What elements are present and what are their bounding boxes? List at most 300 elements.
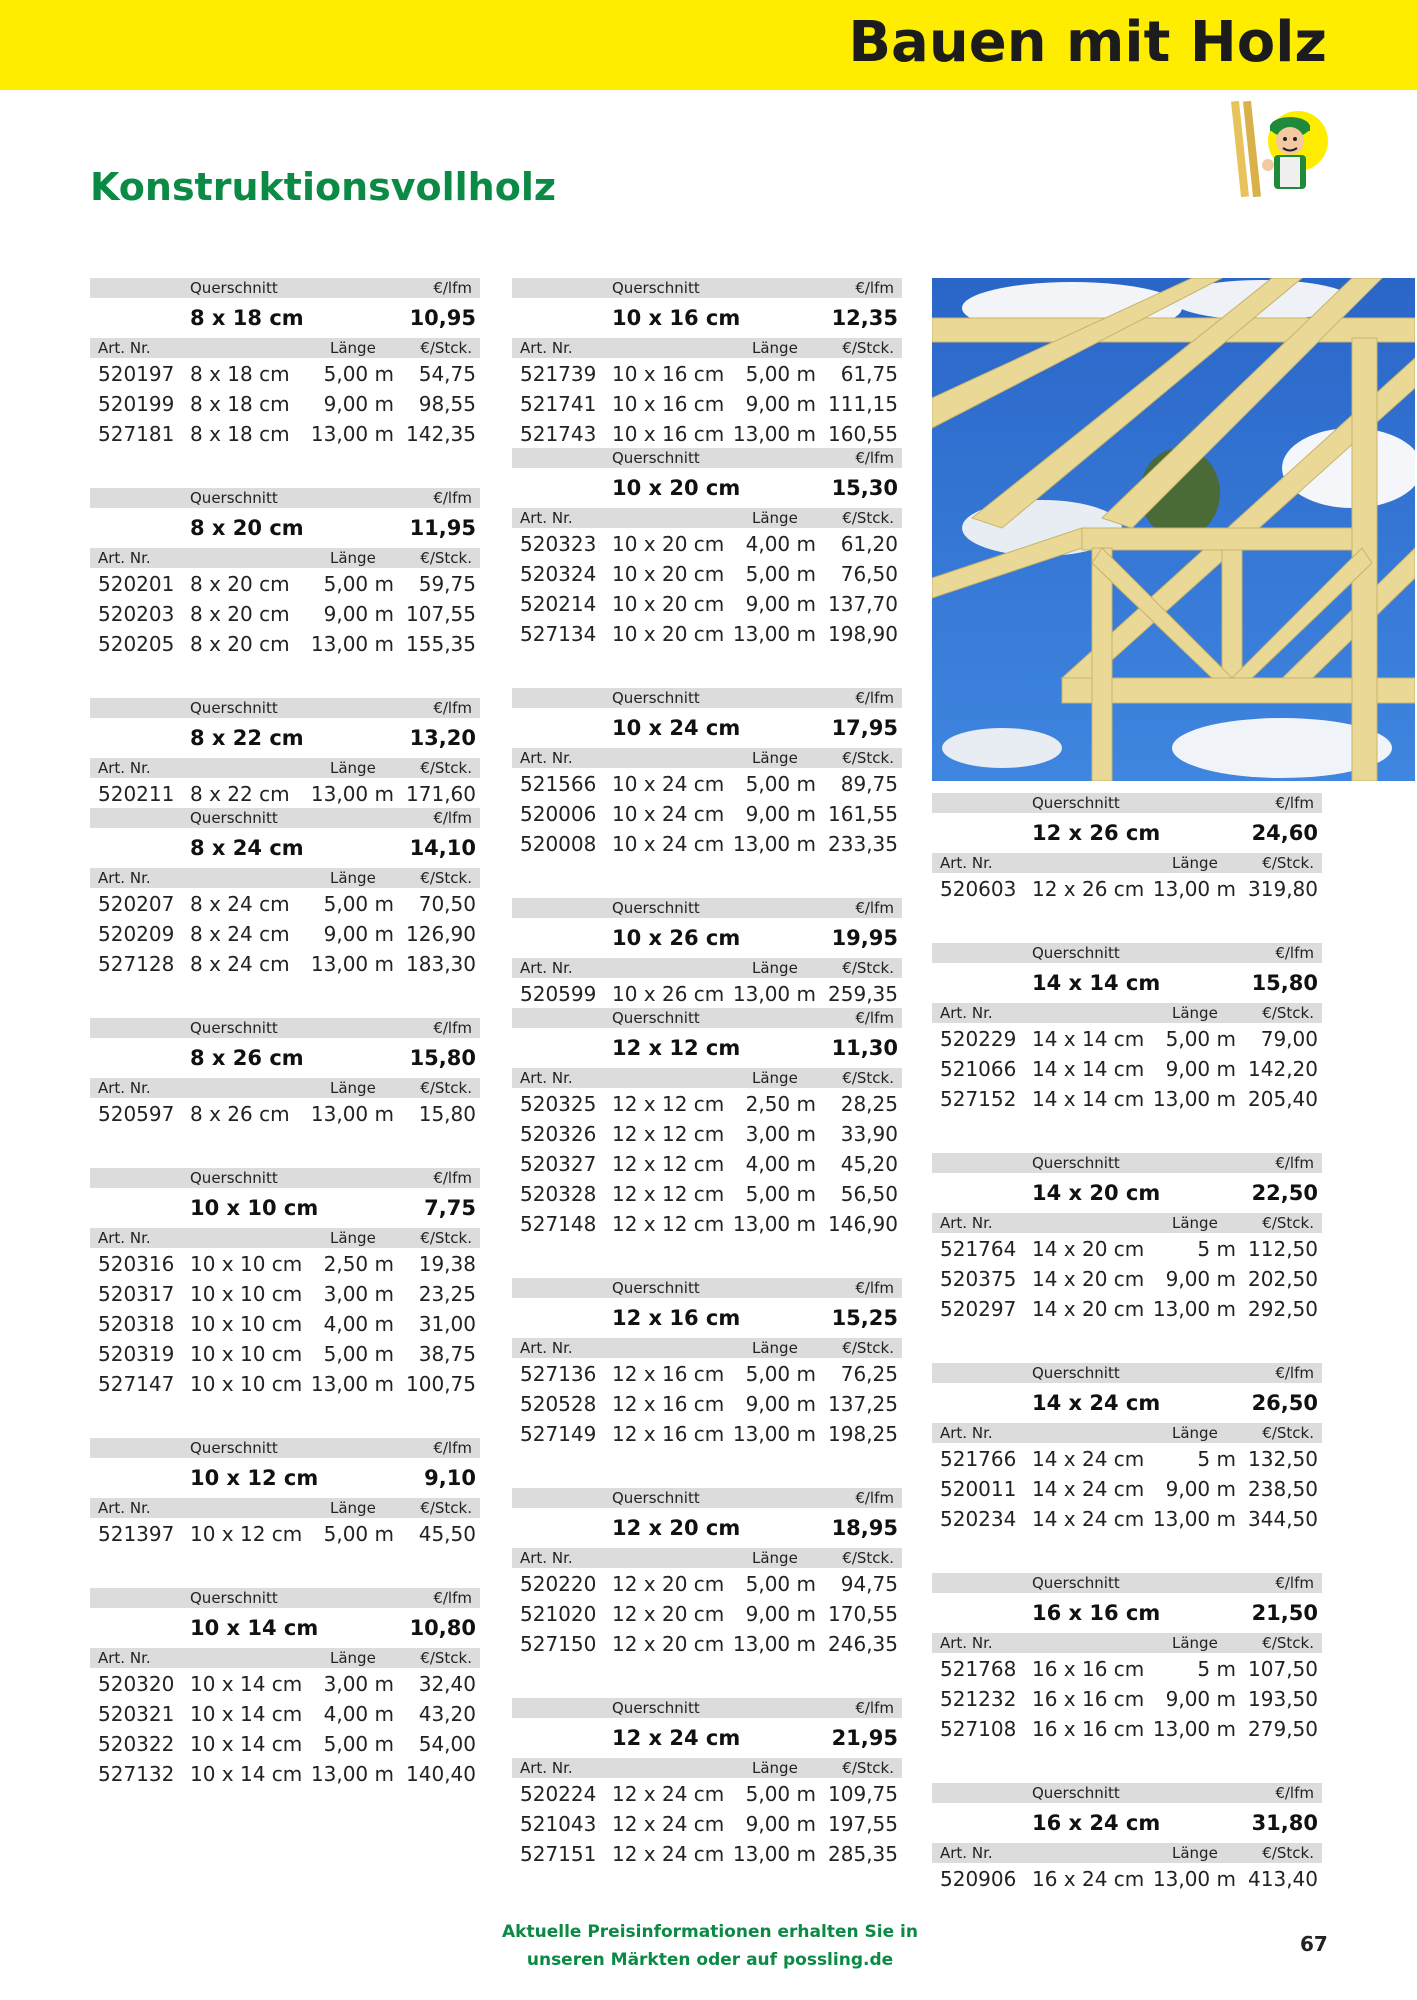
length: 9,00 m bbox=[745, 1392, 816, 1416]
size-row bbox=[90, 828, 480, 868]
length: 9,00 m bbox=[745, 592, 816, 616]
art-nr-label: Art. Nr. bbox=[98, 1649, 151, 1667]
dimension: 8 x 20 cm bbox=[190, 602, 290, 626]
dimension: 14 x 20 cm bbox=[1032, 1237, 1145, 1261]
querschnitt-label: Querschnitt bbox=[1032, 1154, 1120, 1172]
price-per-lfm: 19,95 bbox=[831, 926, 898, 950]
querschnitt-label: Querschnitt bbox=[612, 689, 700, 707]
length: 9,00 m bbox=[1165, 1057, 1236, 1081]
dimension: 14 x 24 cm bbox=[1032, 1447, 1145, 1471]
per-piece-label: €/Stck. bbox=[842, 1549, 894, 1567]
article-number: 520318 bbox=[98, 1312, 175, 1336]
art-nr-label: Art. Nr. bbox=[940, 1844, 993, 1862]
table-row bbox=[90, 1278, 480, 1308]
price-per-lfm: 10,80 bbox=[409, 1616, 476, 1640]
table-row bbox=[932, 1023, 1322, 1053]
per-piece-label: €/Stck. bbox=[842, 1069, 894, 1087]
table-row bbox=[512, 388, 902, 418]
size-row bbox=[90, 298, 480, 338]
article-number: 527108 bbox=[940, 1717, 1017, 1741]
piece-price: 140,40 bbox=[406, 1762, 476, 1786]
article-number: 527149 bbox=[520, 1422, 597, 1446]
art-nr-label: Art. Nr. bbox=[940, 1424, 993, 1442]
per-lfm-label: €/lfm bbox=[433, 489, 472, 507]
per-lfm-label: €/lfm bbox=[433, 1019, 472, 1037]
table-row bbox=[90, 418, 480, 448]
length: 5 m bbox=[1197, 1657, 1236, 1681]
dimension: 10 x 10 cm bbox=[190, 1372, 303, 1396]
art-nr-label: Art. Nr. bbox=[520, 1069, 573, 1087]
dimension: 8 x 26 cm bbox=[190, 1102, 290, 1126]
piece-price: 76,25 bbox=[840, 1362, 898, 1386]
querschnitt-label: Querschnitt bbox=[190, 1439, 278, 1457]
article-number: 521232 bbox=[940, 1687, 1017, 1711]
size-row bbox=[90, 1038, 480, 1078]
dimension: 12 x 16 cm bbox=[612, 1362, 725, 1386]
article-number: 520229 bbox=[940, 1027, 1017, 1051]
per-piece-label: €/Stck. bbox=[842, 1759, 894, 1777]
table-row bbox=[932, 1053, 1322, 1083]
length: 5,00 m bbox=[745, 1572, 816, 1596]
price-per-lfm: 18,95 bbox=[831, 1516, 898, 1540]
art-nr-label: Art. Nr. bbox=[520, 749, 573, 767]
dimension: 12 x 12 cm bbox=[612, 1152, 725, 1176]
article-number: 521043 bbox=[520, 1812, 597, 1836]
article-number: 520317 bbox=[98, 1282, 175, 1306]
piece-price: 238,50 bbox=[1248, 1477, 1318, 1501]
price-per-lfm: 15,80 bbox=[1251, 971, 1318, 995]
art-nr-label: Art. Nr. bbox=[520, 1339, 573, 1357]
cross-section-size: 14 x 24 cm bbox=[1032, 1391, 1161, 1415]
piece-price: 111,15 bbox=[828, 392, 898, 416]
length: 4,00 m bbox=[745, 532, 816, 556]
length: 13,00 m bbox=[310, 782, 394, 806]
per-piece-label: €/Stck. bbox=[420, 1229, 472, 1247]
dimension: 10 x 20 cm bbox=[612, 562, 725, 586]
length: 5,00 m bbox=[745, 1782, 816, 1806]
dimension: 16 x 16 cm bbox=[1032, 1717, 1145, 1741]
column-header-row bbox=[90, 548, 480, 568]
piece-price: 79,00 bbox=[1260, 1027, 1318, 1051]
length: 9,00 m bbox=[745, 1602, 816, 1626]
piece-price: 183,30 bbox=[406, 952, 476, 976]
piece-price: 28,25 bbox=[840, 1092, 898, 1116]
table-row bbox=[512, 798, 902, 828]
size-group bbox=[90, 278, 480, 448]
piece-price: 38,75 bbox=[418, 1342, 476, 1366]
table-row bbox=[512, 1118, 902, 1148]
table-row bbox=[512, 1568, 902, 1598]
dimension: 10 x 26 cm bbox=[612, 982, 725, 1006]
size-group bbox=[90, 698, 480, 808]
article-number: 520203 bbox=[98, 602, 175, 626]
cross-section-size: 12 x 26 cm bbox=[1032, 821, 1161, 845]
header-title: Bauen mit Holz bbox=[848, 10, 1327, 75]
group-spacer bbox=[932, 1113, 1322, 1153]
size-row bbox=[932, 1593, 1322, 1633]
article-number: 520011 bbox=[940, 1477, 1017, 1501]
table-row bbox=[512, 358, 902, 388]
article-number: 520214 bbox=[520, 592, 597, 616]
length: 2,50 m bbox=[745, 1092, 816, 1116]
size-row bbox=[90, 1458, 480, 1498]
table-row bbox=[512, 1598, 902, 1628]
cross-section-size: 10 x 26 cm bbox=[612, 926, 741, 950]
size-row bbox=[512, 468, 902, 508]
cross-section-size: 10 x 10 cm bbox=[190, 1196, 319, 1220]
table-row bbox=[90, 918, 480, 948]
table-row bbox=[90, 948, 480, 978]
article-number: 520328 bbox=[520, 1182, 597, 1206]
size-row bbox=[932, 1803, 1322, 1843]
size-row bbox=[512, 1718, 902, 1758]
article-number: 520603 bbox=[940, 877, 1017, 901]
piece-price: 170,55 bbox=[828, 1602, 898, 1626]
piece-price: 15,80 bbox=[418, 1102, 476, 1126]
article-number: 520006 bbox=[520, 802, 597, 826]
article-number: 520207 bbox=[98, 892, 175, 916]
article-number: 520201 bbox=[98, 572, 175, 596]
price-column-1 bbox=[90, 278, 480, 1788]
per-lfm-label: €/lfm bbox=[433, 809, 472, 827]
cross-section-size: 8 x 26 cm bbox=[190, 1046, 304, 1070]
table-row bbox=[512, 1178, 902, 1208]
cross-section-size: 16 x 24 cm bbox=[1032, 1811, 1161, 1835]
size-group bbox=[512, 1278, 902, 1448]
length: 3,00 m bbox=[323, 1672, 394, 1696]
size-row bbox=[932, 1173, 1322, 1213]
article-number: 520234 bbox=[940, 1507, 1017, 1531]
per-piece-label: €/Stck. bbox=[1262, 1634, 1314, 1652]
per-lfm-label: €/lfm bbox=[433, 1169, 472, 1187]
per-piece-label: €/Stck. bbox=[420, 759, 472, 777]
piece-price: 126,90 bbox=[406, 922, 476, 946]
group-header-row bbox=[512, 278, 902, 298]
table-row bbox=[90, 388, 480, 418]
querschnitt-label: Querschnitt bbox=[1032, 794, 1120, 812]
piece-price: 161,55 bbox=[828, 802, 898, 826]
length-label: Länge bbox=[752, 959, 798, 977]
length: 5,00 m bbox=[323, 362, 394, 386]
length: 9,00 m bbox=[1165, 1267, 1236, 1291]
article-number: 520209 bbox=[98, 922, 175, 946]
table-row bbox=[90, 888, 480, 918]
table-row bbox=[512, 768, 902, 798]
price-per-lfm: 24,60 bbox=[1251, 821, 1318, 845]
art-nr-label: Art. Nr. bbox=[940, 1004, 993, 1022]
group-spacer bbox=[90, 978, 480, 1018]
per-lfm-label: €/lfm bbox=[433, 1439, 472, 1457]
dimension: 12 x 12 cm bbox=[612, 1212, 725, 1236]
column-header-row bbox=[90, 758, 480, 778]
price-per-lfm: 15,25 bbox=[831, 1306, 898, 1330]
querschnitt-label: Querschnitt bbox=[190, 1019, 278, 1037]
size-row bbox=[90, 718, 480, 758]
per-lfm-label: €/lfm bbox=[855, 1279, 894, 1297]
table-row bbox=[90, 1728, 480, 1758]
length-label: Länge bbox=[752, 1339, 798, 1357]
length: 5,00 m bbox=[323, 1342, 394, 1366]
dimension: 12 x 12 cm bbox=[612, 1092, 725, 1116]
dimension: 10 x 20 cm bbox=[612, 592, 725, 616]
group-spacer bbox=[90, 1128, 480, 1168]
piece-price: 45,20 bbox=[840, 1152, 898, 1176]
size-group bbox=[512, 898, 902, 1008]
length: 13,00 m bbox=[732, 1422, 816, 1446]
size-group bbox=[932, 1363, 1322, 1533]
cross-section-size: 12 x 24 cm bbox=[612, 1726, 741, 1750]
length-label: Länge bbox=[330, 869, 376, 887]
article-number: 520326 bbox=[520, 1122, 597, 1146]
footer-note-line2: unseren Märkten oder auf possling.de bbox=[526, 1950, 894, 1970]
piece-price: 132,50 bbox=[1248, 1447, 1318, 1471]
length: 9,00 m bbox=[745, 392, 816, 416]
length: 9,00 m bbox=[323, 922, 394, 946]
dimension: 10 x 16 cm bbox=[612, 362, 725, 386]
table-row bbox=[512, 618, 902, 648]
size-group bbox=[90, 808, 480, 978]
length: 5,00 m bbox=[1165, 1027, 1236, 1051]
length: 13,00 m bbox=[1152, 1297, 1236, 1321]
piece-price: 202,50 bbox=[1248, 1267, 1318, 1291]
cross-section-size: 12 x 20 cm bbox=[612, 1516, 741, 1540]
article-number: 520597 bbox=[98, 1102, 175, 1126]
size-row bbox=[932, 963, 1322, 1003]
group-header-row bbox=[90, 278, 480, 298]
article-number: 520320 bbox=[98, 1672, 175, 1696]
length: 13,00 m bbox=[1152, 1717, 1236, 1741]
article-number: 527151 bbox=[520, 1842, 597, 1866]
group-header-row bbox=[512, 1488, 902, 1508]
length-label: Länge bbox=[330, 759, 376, 777]
group-header-row bbox=[90, 1168, 480, 1188]
footer-note-line1: Aktuelle Preisinformationen erhalten Sie in bbox=[502, 1922, 918, 1942]
per-piece-label: €/Stck. bbox=[1262, 854, 1314, 872]
length-label: Länge bbox=[1172, 854, 1218, 872]
dimension: 10 x 10 cm bbox=[190, 1312, 303, 1336]
article-number: 520322 bbox=[98, 1732, 175, 1756]
querschnitt-label: Querschnitt bbox=[612, 1279, 700, 1297]
table-row bbox=[932, 1233, 1322, 1263]
group-spacer bbox=[932, 903, 1322, 943]
size-row bbox=[90, 1188, 480, 1228]
size-group bbox=[932, 1783, 1322, 1893]
length: 13,00 m bbox=[732, 982, 816, 1006]
table-row bbox=[932, 1293, 1322, 1323]
length-label: Länge bbox=[330, 549, 376, 567]
group-header-row bbox=[512, 1278, 902, 1298]
table-row bbox=[90, 1368, 480, 1398]
length: 9,00 m bbox=[1165, 1477, 1236, 1501]
size-row bbox=[512, 1508, 902, 1548]
piece-price: 32,40 bbox=[418, 1672, 476, 1696]
table-row bbox=[932, 1653, 1322, 1683]
group-header-row bbox=[90, 1438, 480, 1458]
table-row bbox=[512, 1358, 902, 1388]
length: 13,00 m bbox=[1152, 1087, 1236, 1111]
table-row bbox=[512, 828, 902, 858]
dimension: 14 x 14 cm bbox=[1032, 1027, 1145, 1051]
art-nr-label: Art. Nr. bbox=[520, 1759, 573, 1777]
group-spacer bbox=[90, 658, 480, 698]
table-row bbox=[512, 1208, 902, 1238]
table-row bbox=[90, 628, 480, 658]
length: 13,00 m bbox=[732, 422, 816, 446]
column-header-row bbox=[932, 1633, 1322, 1653]
article-number: 527181 bbox=[98, 422, 175, 446]
size-group bbox=[90, 1588, 480, 1788]
article-number: 520906 bbox=[940, 1867, 1017, 1891]
column-header-row bbox=[90, 1648, 480, 1668]
length: 13,00 m bbox=[310, 1372, 394, 1396]
size-group bbox=[512, 1488, 902, 1658]
piece-price: 59,75 bbox=[418, 572, 476, 596]
dimension: 10 x 14 cm bbox=[190, 1762, 303, 1786]
cross-section-size: 12 x 12 cm bbox=[612, 1036, 741, 1060]
per-lfm-label: €/lfm bbox=[855, 689, 894, 707]
table-row bbox=[512, 1418, 902, 1448]
article-number: 520528 bbox=[520, 1392, 597, 1416]
table-row bbox=[512, 528, 902, 558]
piece-price: 70,50 bbox=[418, 892, 476, 916]
querschnitt-label: Querschnitt bbox=[1032, 1784, 1120, 1802]
column-header-row bbox=[90, 1078, 480, 1098]
table-row bbox=[932, 1863, 1322, 1893]
table-row bbox=[932, 1683, 1322, 1713]
page-number: 67 bbox=[1300, 1932, 1328, 1956]
column-header-row bbox=[932, 1423, 1322, 1443]
length: 13,00 m bbox=[732, 1212, 816, 1236]
querschnitt-label: Querschnitt bbox=[1032, 1364, 1120, 1382]
price-per-lfm: 13,20 bbox=[409, 726, 476, 750]
piece-price: 61,20 bbox=[840, 532, 898, 556]
group-spacer bbox=[90, 1548, 480, 1588]
length: 5,00 m bbox=[323, 1522, 394, 1546]
size-row bbox=[90, 508, 480, 548]
piece-price: 137,70 bbox=[828, 592, 898, 616]
dimension: 10 x 24 cm bbox=[612, 832, 725, 856]
length-label: Länge bbox=[1172, 1004, 1218, 1022]
piece-price: 109,75 bbox=[828, 1782, 898, 1806]
size-group bbox=[512, 278, 902, 448]
dimension: 14 x 14 cm bbox=[1032, 1057, 1145, 1081]
cross-section-size: 8 x 24 cm bbox=[190, 836, 304, 860]
length-label: Länge bbox=[752, 1549, 798, 1567]
table-row bbox=[512, 1808, 902, 1838]
article-number: 520325 bbox=[520, 1092, 597, 1116]
length: 4,00 m bbox=[323, 1702, 394, 1726]
article-number: 527152 bbox=[940, 1087, 1017, 1111]
per-piece-label: €/Stck. bbox=[420, 1499, 472, 1517]
piece-price: 193,50 bbox=[1248, 1687, 1318, 1711]
table-row bbox=[932, 1503, 1322, 1533]
piece-price: 160,55 bbox=[828, 422, 898, 446]
dimension: 10 x 24 cm bbox=[612, 802, 725, 826]
cross-section-size: 10 x 12 cm bbox=[190, 1466, 319, 1490]
art-nr-label: Art. Nr. bbox=[98, 339, 151, 357]
dimension: 12 x 12 cm bbox=[612, 1122, 725, 1146]
group-header-row bbox=[932, 1153, 1322, 1173]
table-row bbox=[932, 873, 1322, 903]
per-piece-label: €/Stck. bbox=[1262, 1424, 1314, 1442]
piece-price: 56,50 bbox=[840, 1182, 898, 1206]
dimension: 10 x 10 cm bbox=[190, 1342, 303, 1366]
group-header-row bbox=[90, 698, 480, 718]
per-lfm-label: €/lfm bbox=[1275, 944, 1314, 962]
table-row bbox=[90, 1098, 480, 1128]
length-label: Länge bbox=[752, 509, 798, 527]
dimension: 8 x 18 cm bbox=[190, 362, 290, 386]
querschnitt-label: Querschnitt bbox=[190, 809, 278, 827]
article-number: 520323 bbox=[520, 532, 597, 556]
cross-section-size: 14 x 20 cm bbox=[1032, 1181, 1161, 1205]
group-spacer bbox=[932, 1323, 1322, 1363]
querschnitt-label: Querschnitt bbox=[190, 1589, 278, 1607]
length: 13,00 m bbox=[310, 1102, 394, 1126]
column-header-row bbox=[512, 508, 902, 528]
roof-truss-photo bbox=[932, 278, 1415, 781]
per-lfm-label: €/lfm bbox=[855, 1699, 894, 1717]
size-group bbox=[512, 448, 902, 648]
article-number: 527128 bbox=[98, 952, 175, 976]
article-number: 527147 bbox=[98, 1372, 175, 1396]
length: 9,00 m bbox=[1165, 1687, 1236, 1711]
table-row bbox=[90, 1308, 480, 1338]
length-label: Länge bbox=[1172, 1634, 1218, 1652]
price-per-lfm: 21,50 bbox=[1251, 1601, 1318, 1625]
cross-section-size: 8 x 18 cm bbox=[190, 306, 304, 330]
dimension: 8 x 18 cm bbox=[190, 392, 290, 416]
per-lfm-label: €/lfm bbox=[855, 279, 894, 297]
article-number: 521566 bbox=[520, 772, 597, 796]
piece-price: 33,90 bbox=[840, 1122, 898, 1146]
dimension: 8 x 22 cm bbox=[190, 782, 290, 806]
article-number: 520297 bbox=[940, 1297, 1017, 1321]
article-number: 520375 bbox=[940, 1267, 1017, 1291]
art-nr-label: Art. Nr. bbox=[520, 509, 573, 527]
price-per-lfm: 14,10 bbox=[409, 836, 476, 860]
querschnitt-label: Querschnitt bbox=[190, 279, 278, 297]
piece-price: 19,38 bbox=[418, 1252, 476, 1276]
table-row bbox=[932, 1263, 1322, 1293]
querschnitt-label: Querschnitt bbox=[1032, 1574, 1120, 1592]
article-number: 521066 bbox=[940, 1057, 1017, 1081]
size-group bbox=[90, 1018, 480, 1128]
length: 5,00 m bbox=[323, 1732, 394, 1756]
table-row bbox=[90, 778, 480, 808]
querschnitt-label: Querschnitt bbox=[190, 489, 278, 507]
length-label: Länge bbox=[330, 1079, 376, 1097]
dimension: 14 x 20 cm bbox=[1032, 1267, 1145, 1291]
group-spacer bbox=[90, 1398, 480, 1438]
group-spacer bbox=[512, 858, 902, 898]
price-per-lfm: 15,80 bbox=[409, 1046, 476, 1070]
table-row bbox=[512, 1088, 902, 1118]
per-lfm-label: €/lfm bbox=[1275, 1574, 1314, 1592]
per-lfm-label: €/lfm bbox=[1275, 794, 1314, 812]
price-per-lfm: 22,50 bbox=[1251, 1181, 1318, 1205]
per-lfm-label: €/lfm bbox=[1275, 1784, 1314, 1802]
cross-section-size: 8 x 20 cm bbox=[190, 516, 304, 540]
length-label: Länge bbox=[1172, 1844, 1218, 1862]
price-per-lfm: 11,95 bbox=[409, 516, 476, 540]
table-row bbox=[90, 1698, 480, 1728]
per-lfm-label: €/lfm bbox=[433, 699, 472, 717]
column-header-row bbox=[932, 1213, 1322, 1233]
length: 13,00 m bbox=[732, 1842, 816, 1866]
per-piece-label: €/Stck. bbox=[420, 1649, 472, 1667]
piece-price: 98,55 bbox=[418, 392, 476, 416]
